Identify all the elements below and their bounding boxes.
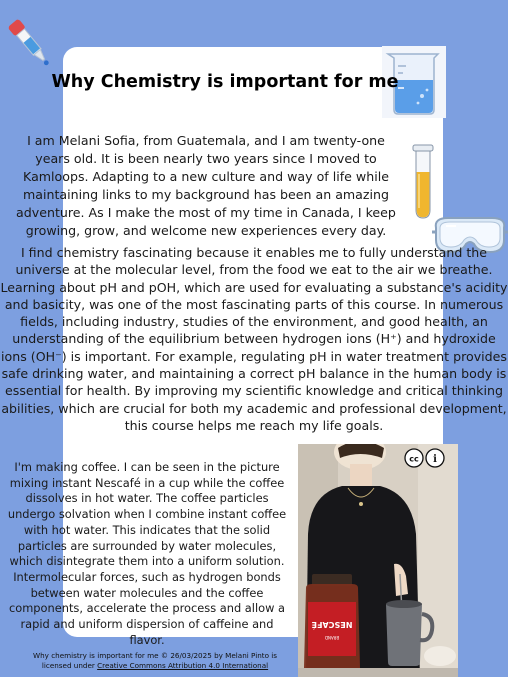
jar-label: NESCAFÉ [311, 620, 353, 629]
cc-badge-text: cc [409, 454, 419, 464]
chemistry-paragraph: I find chemistry fascinating because it enables me to fully understand the universe at the molecular level, from the food we eat to the air we breathe. Learning about pH and pOH, which are used for evaluating a substance's acidity and basicity, was one of the most fascinating parts of this course. In numerous fields, including industry, studies of the environment, and good health, an understanding of the equilibrium between hydrogen ions (H⁺) and hydroxide ions (OH⁻) is important. For example, regulating pH in water treatment provides safe drinking water, and maintaining a correct pH balance in the human body is essential for health. By improving my scientific knowledge and critical thinking abilities, which are crucial for both my academic and professional development, this course helps me reach my life goals. [0, 245, 508, 433]
license-footer [26, 651, 284, 671]
license-link[interactable]: Creative Commons Attribution 4.0 International [97, 661, 269, 670]
pipette-icon [6, 14, 56, 72]
license-text: Why chemistry is important for me © 26/03/2025 by Melani Pinto is licensed under [33, 651, 277, 670]
jar-sublabel: BRAND [324, 635, 340, 640]
coffee-photo [298, 444, 458, 677]
intro-paragraph: I am Melani Sofia, from Guatemala, and I am twenty-one years old. It is been nearly two years since I moved to Kamloops. Adapting to a new culture and way of life while maintaining links to my background has been an amazing adventure. As I make the most of my time in Canada, I keep growing, grow, and welcome new experiences every day. [16, 133, 396, 239]
page-title: Why Chemistry is important for me [51, 72, 399, 92]
test-tube-icon [412, 144, 434, 220]
by-badge-text: i [433, 454, 437, 465]
coffee-paragraph: I'm making coffee. I can be seen in the picture mixing instant Nescafé in a cup while the coffee dissolves in hot water. The coffee particles undergo solvation when I combine instant coffee with hot water. This indicates that the solid particles are surrounded by water molecules, which disintegrate them into a uniform solution. Intermolecular forces, such as hydrogen bonds between water molecules and the coffee components, accelerate the process and allow a rapid and uniform dispersion of caffeine and flavor. [7, 460, 287, 647]
